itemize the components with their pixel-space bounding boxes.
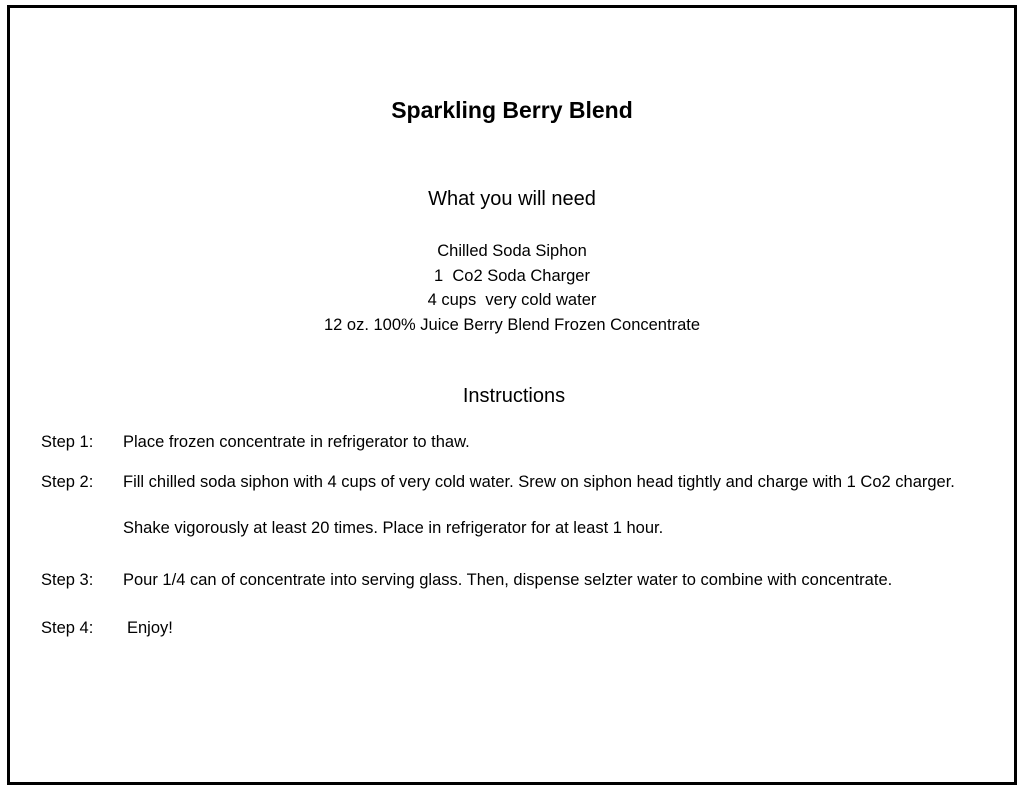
needs-heading: What you will need xyxy=(428,188,596,210)
step-item xyxy=(41,470,1001,551)
list-item: 1 Co2 Soda Charger xyxy=(434,266,590,285)
instructions-heading: Instructions xyxy=(462,385,566,407)
needs-list xyxy=(10,239,1014,337)
step-item xyxy=(41,568,1001,592)
step-text: Enjoy! xyxy=(127,619,173,637)
step-item xyxy=(41,616,1001,640)
instructions-list xyxy=(41,430,1001,640)
list-item: 12 oz. 100% Juice Berry Blend Frozen Concentrate xyxy=(323,315,701,334)
step-label: Step 2: xyxy=(41,473,94,491)
step-item xyxy=(41,430,1001,454)
step-label: Step 1: xyxy=(41,433,94,451)
step-text: Pour 1/4 can of concentrate into serving glass. Then, dispense selzter water to combine with concentrate. xyxy=(123,571,893,589)
step-text: Place frozen concentrate in refrigerator to thaw. xyxy=(123,433,470,451)
list-item: Chilled Soda Siphon xyxy=(437,242,587,260)
step-text: Fill chilled soda siphon with 4 cups of very cold water. Srew on siphon head tightly and charge with 1 Co2 charger. Shake vigorously at least 20 times. Place in refrigerator for at least 1 hour. xyxy=(123,473,955,537)
step-label: Step 4: xyxy=(41,619,94,637)
recipe-title: Sparkling Berry Blend xyxy=(391,97,633,123)
recipe-card xyxy=(7,5,1017,785)
step-label: Step 3: xyxy=(41,571,94,589)
list-item: 4 cups very cold water xyxy=(427,291,597,309)
